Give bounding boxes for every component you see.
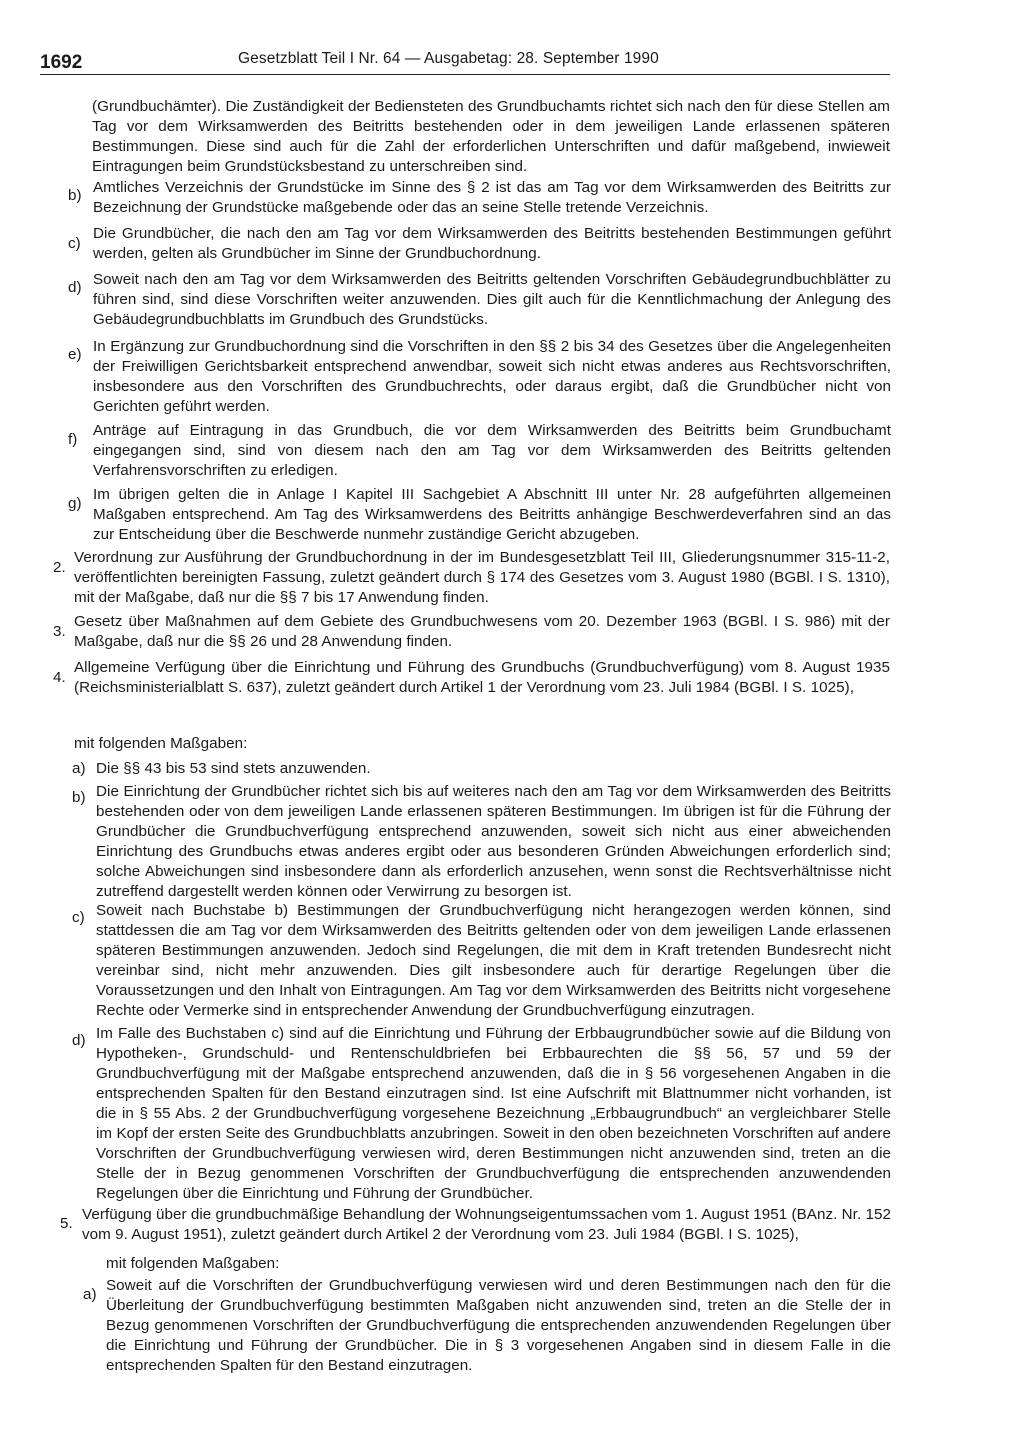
item-text: Verordnung zur Ausführung der Grundbuchordnung in der im Bundesgesetzblatt Teil III, Gliederungsnummer 315-11-2, veröffentlichten bereinigten Fassung, zuletzt geändert durch § 174 des Gesetzes vom 3. August 1980 (BGBl. I S. 1310), mit der Maßgabe, daß nur die §§ 7 bis 17 Anwendung finden. — [74, 549, 890, 606]
item-text: Die Grundbücher, die nach den am Tag vor dem Wirksamwerden des Beitritts bestehenden Bestimmungen geführt werden, gelten als Grundbücher im Sinne der Grundbuchordnung. — [93, 225, 891, 262]
item-label: b) — [72, 789, 86, 806]
intro-paragraph: (Grundbuchämter). Die Zuständigkeit der Bediensteten des Grundbuchamts richtet sich nach den für diese Stellen am Tag vor dem Wirksamwerden des Beitritts bestehenden oder in dem jeweiligen Lande erlassenen späteren Bestimmungen. Diese sind auch für die Zahl der erforderlichen Unterschriften und dafür maßgebend, inwieweit Eintragungen beim Grundstücksbestand zu unterschreiben sind. — [92, 98, 890, 175]
item-number: 2. — [53, 559, 66, 576]
item-text: Verfügung über die grundbuchmäßige Behandlung der Wohnungseigentumssachen vom 1. August 1951 (BAnz. Nr. 152 vom 9. August 1951), zuletzt geändert durch Artikel 2 der Verordnung vom 23. Juli 1984 (BGBl. I S. 1025), — [82, 1206, 891, 1243]
item-text: Die §§ 43 bis 53 sind stets anzuwenden. — [96, 760, 371, 777]
item-label: e) — [68, 346, 82, 363]
mit-folgenden-massgaben: mit folgenden Maßgaben: — [106, 1255, 280, 1272]
mit-folgenden-massgaben: mit folgenden Maßgaben: — [74, 735, 248, 752]
item-text: Soweit nach den am Tag vor dem Wirksamwerden des Beitritts geltenden Vorschriften Gebäudegrundbuchblätter zu führen sind, sind diese Vorschriften weiter anzuwenden. Dies gilt auch für die Kenntlichmachung der Anlegung des Gebäudegrundbuchblatts im Grundbuch des Grundstücks. — [93, 271, 891, 328]
item-label: a) — [83, 1286, 97, 1303]
item-text: Gesetz über Maßnahmen auf dem Gebiete des Grundbuchwesens vom 20. Dezember 1963 (BGBl. I S. 986) mit der Maßgabe, daß nur die §§ 26 und 28 Anwendung finden. — [74, 613, 890, 650]
item-text: Anträge auf Eintragung in das Grundbuch, die vor dem Wirksamwerden des Beitritts beim Grundbuchamt eingegangen sind, sind von diesem nach den am Tag vor dem Wirksamwerden des Beitritts geltenden Verfahrensvorschriften zu erledigen. — [93, 422, 891, 479]
item-label: d) — [68, 279, 82, 296]
item-label: a) — [72, 760, 86, 777]
page-number: 1692 — [40, 52, 83, 73]
item-number: 3. — [53, 623, 66, 640]
item-label: b) — [68, 187, 82, 204]
item-label: c) — [72, 909, 85, 926]
item-text: In Ergänzung zur Grundbuchordnung sind die Vorschriften in den §§ 2 bis 34 des Gesetzes über die Angelegenheiten der Freiwilligen Gerichtsbarkeit entsprechend anwendbar, soweit sich nicht etwas anderes aus Rechtsvorschriften, insbesondere aus den Vorschriften des Grundbuchrechts, oder daraus ergibt, daß die Grundbücher nicht von Gerichten geführt werden. — [93, 338, 891, 415]
item-label: f) — [68, 431, 78, 448]
item-number: 4. — [53, 669, 66, 686]
header-title: Gesetzblatt Teil I Nr. 64 — Ausgabetag: 28. September 1990 — [238, 50, 659, 67]
item-label: d) — [72, 1032, 86, 1049]
item-text: Allgemeine Verfügung über die Einrichtung und Führung des Grundbuchs (Grundbuchverfügung) vom 8. August 1935 (Reichsministerialblatt S. 637), zuletzt geändert durch Artikel 1 der Verordnung vom 23. Juli 1984 (BGBl. I S. 1025), — [74, 659, 890, 696]
item-label: g) — [68, 495, 82, 512]
item-label: c) — [68, 235, 81, 252]
page-header — [40, 50, 890, 75]
item-text: Die Einrichtung der Grundbücher richtet sich bis auf weiteres nach den am Tag vor dem Wirksamwerden des Beitritts bestehenden oder von dem jeweiligen Lande erlassenen späteren Bestimmungen. Im übrigen ist für die Führung der Grundbücher die Grundbuchverfügung entsprechend anzuwenden, soweit sich nicht aus einer abweichenden Einrichtung des Grundbuchs etwas anderes ergibt oder aus besonderen Gründen Abweichungen erforderlich sind; solche Abweichungen sind insbesondere dann als erforderlich anzusehen, wenn sonst die Rechtsverhältnisse nicht zutreffend dargestellt werden können oder Verwirrung zu besorgen ist. — [96, 783, 891, 900]
item-text: Soweit nach Buchstabe b) Bestimmungen der Grundbuchverfügung nicht herangezogen werden können, sind stattdessen die am Tag vor dem Wirksamwerden des Beitritts geltenden oder von dem jeweiligen Lande erlassenen späteren Bestimmungen anzuwenden. Jedoch sind Regelungen, die mit dem in Kraft tretenden Bundesrecht nicht vereinbar sind, nicht mehr anzuwenden. Dies gilt insbesondere auch für derartige Regelungen über die Voraussetzungen und den Inhalt von Eintragungen. Am Tag vor dem Wirksamwerden des Beitritts nicht vorgesehene Rechte oder Vermerke sind in entsprechender Anwendung der Grundbuchverfügung einzutragen. — [96, 902, 891, 1019]
item-text: Soweit auf die Vorschriften der Grundbuchverfügung verwiesen wird und deren Bestimmungen nach den für die Überleitung der Grundbuchverfügung bestimmten Maßgaben nicht anzuwenden sind, treten an die Stelle der in Bezug genommenen Vorschriften der Grundbuchverfügung die entsprechenden anzuwendenden Regelungen über die Einrichtung und Führung der Grundbücher. Die in § 3 vorgesehenen Angaben sind in diesem Falle in die entsprechenden Spalten für den Bestand einzutragen. — [106, 1277, 891, 1374]
item-text: Amtliches Verzeichnis der Grundstücke im Sinne des § 2 ist das am Tag vor dem Wirksamwerden des Beitritts zur Bezeichnung der Grundstücke maßgebende oder das an seine Stelle tretende Verzeichnis. — [93, 179, 891, 216]
item-text: Im übrigen gelten die in Anlage I Kapitel III Sachgebiet A Abschnitt III unter Nr. 28 aufgeführten allgemeinen Maßgaben entsprechend. Am Tag des Wirksamwerdens des Beitritts anhängige Beschwerdeverfahren sind an das zur Entscheidung über die Beschwerde nunmehr zuständige Gericht abzugeben. — [93, 486, 891, 543]
item-number: 5. — [60, 1215, 73, 1232]
item-text: Im Falle des Buchstaben c) sind auf die Einrichtung und Führung der Erbbaugrundbücher sowie auf die Bildung von Hypotheken-, Grundschuld- und Rentenschuldbriefen bei Erbbaurechten die §§ 56, 57 und 59 der Grundbuchverfügung mit der Maßgabe entsprechend anzuwenden, daß die in § 56 vorgesehenen Angaben in die entsprechenden Spalten für den Bestand einzutragen sind. Ist eine Aufschrift mit Blattnummer nicht vorhanden, ist die in § 55 Abs. 2 der Grundbuchverfügung vorgesehene Bezeichnung „Erbbaugrundbuch“ an vergleichbarer Stelle im Kopf der ersten Seite des Grundbuchblatts anzubringen. Soweit in den oben bezeichneten Vorschriften auf andere Vorschriften der Grundbuchverfügung verwiesen wird, deren Bestimmungen nicht anzuwenden sind, treten an die Stelle der in Bezug genommenen Vorschriften der Grundbuchverfügung die entsprechenden anzuwendenden Regelungen über die Einrichtung und Führung der Grundbücher. — [96, 1025, 891, 1202]
